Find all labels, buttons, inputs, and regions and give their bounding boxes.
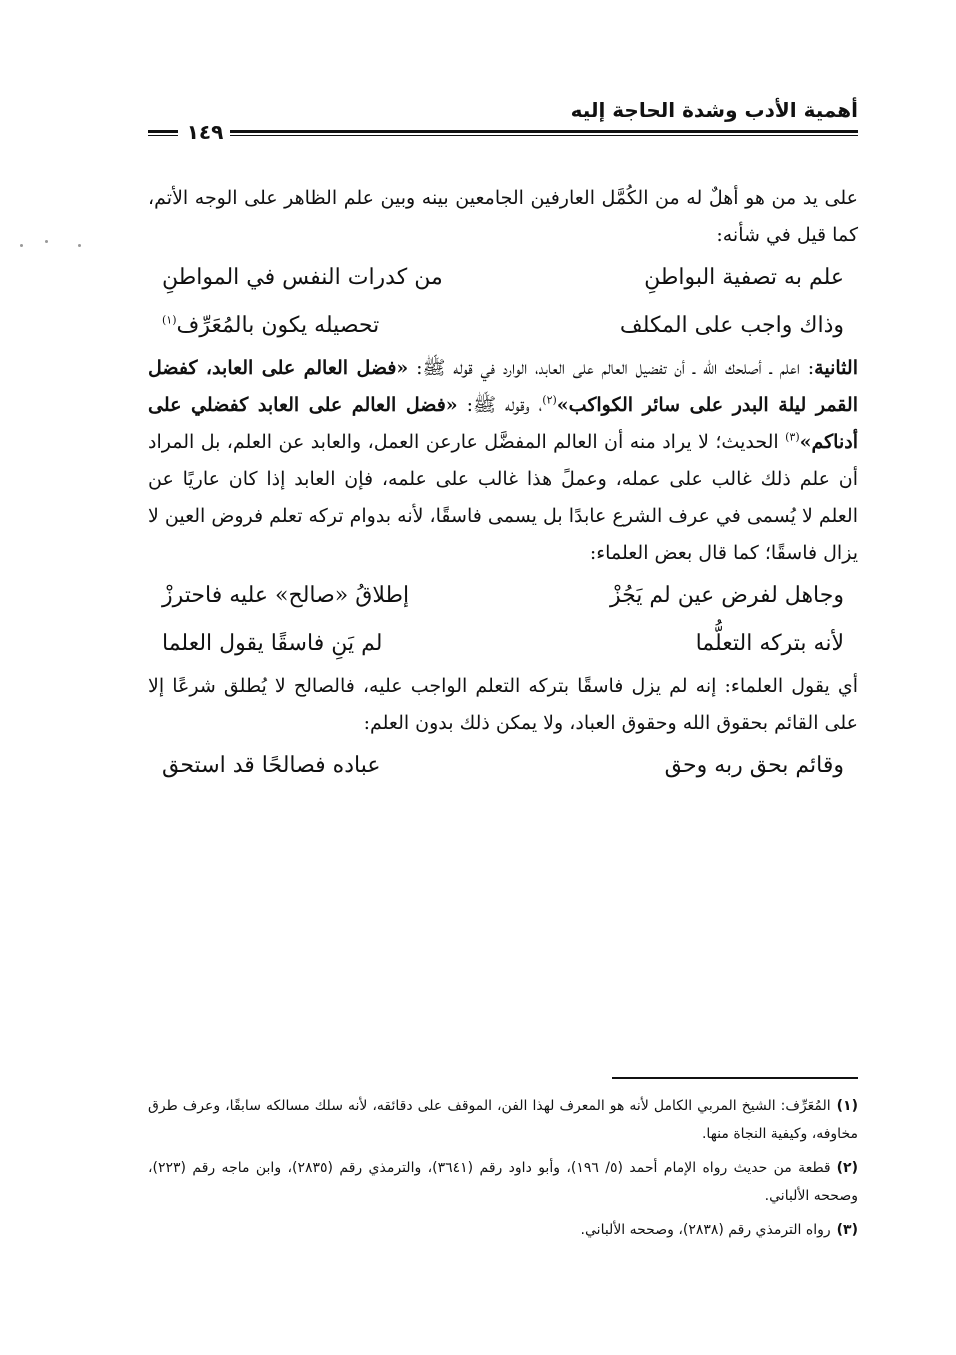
running-header-title: أهمية الأدب وشدة الحاجة إليه [570, 98, 858, 122]
verse-line [148, 254, 858, 302]
footnote-text: رواه الترمذي رقم (٢٨٣٨)، وصححه الألباني. [580, 1222, 831, 1238]
footnote-1 [148, 1092, 858, 1148]
verse-hemistich: لم يَنِ فاسقًا يقول العلما [162, 631, 383, 656]
running-header [148, 92, 858, 146]
footnote-number: (٣) [836, 1222, 858, 1238]
footnotes [148, 1092, 858, 1250]
hadith-quote: «فضل العالم على العابد، كفضل القمر ليلة البدر على سائر الكواكب» [148, 357, 858, 416]
verse-hemistich: من كدرات النفس في المواطنِ [162, 265, 443, 290]
header-rule [148, 120, 858, 144]
main-text [148, 180, 858, 790]
verse-hemistich: وقائم بحق ربه وحق [664, 753, 844, 778]
verse-line [148, 302, 858, 350]
verse-line [148, 572, 858, 620]
paragraph-2 [148, 350, 858, 572]
footnote-ref[interactable]: (٢) [542, 393, 557, 407]
verse-hemistich: إطلاقُ «صالح» عليه فاحترزْ [162, 583, 410, 608]
scan-speck [45, 240, 48, 243]
verse-line [148, 620, 858, 668]
header-rule-stub [148, 130, 178, 133]
footnote-ref[interactable]: (١) [162, 313, 177, 327]
verse-hemistich: وذاك واجب على المكلف [619, 313, 844, 338]
verse-hemistich: علم به تصفية البواطنِ [644, 265, 844, 290]
paragraph-3: أي يقول العلماء: إنه لم يزل فاسقًا بتركه التعلم الواجب عليه، فالصالح لا يُطلق شرعًا إلا على القائم بحقوق الله وحقوق العباد، ولا يمكن ذلك بدون العلم: [148, 675, 858, 734]
footnote-number: (١) [836, 1098, 858, 1114]
paragraph-1: على يد من هو أهلٌ له من الكُمَّل العارفين الجامعين بينه وبين علم الظاهر على الوجه الأتم، كما قيل في شأنه: [148, 187, 858, 246]
paragraph-text: ، وقوله ﷺ: [457, 394, 543, 416]
section-label: الثانية [814, 357, 858, 379]
footnote-text: قطعة من حديث رواه الإمام أحمد (٥/ ١٩٦)، وأبو داود رقم (٣٦٤١)، والترمذي رقم (٢٨٣٥)، وابن ماجه رقم (٢٢٣)، وصححه الألباني. [148, 1160, 858, 1204]
header-rule-line-thin [230, 135, 858, 136]
verse-hemistich: عباده فصالحًا قد استحق [162, 753, 381, 778]
scan-speck [78, 244, 81, 247]
page-number: ١٤٩ [184, 121, 226, 143]
verse-hemistich: لأنه بتركه التعلُّما [695, 631, 844, 656]
header-rule-line [230, 130, 858, 133]
paragraph-text: : اعلم ـ أصلحك الله ـ أن تفضيل العالم على العابد، الوارد في قوله ﷺ: [408, 357, 815, 379]
footnote-3 [148, 1216, 858, 1244]
hadith-quote: «فضل العالم على العابد كفضلي على أدناكم» [148, 394, 858, 453]
verse-hemistich-with-note [162, 302, 379, 350]
footnote-number: (٢) [836, 1160, 858, 1176]
paragraph-text: الحديث؛ لا يراد منه أن العالم المفضَّل عارعن العمل، والعابد عن العلم، بل المراد أن علم ذلك غالب على عمله، وعملً هذا غالب على علمه، فإن العابد إذا كان عاريًا عن العلم لا يُسمى في عرف الشرع عابدًا بل يسمى فاسقًا، لأنه بدوام تركه تعلم فروض العين لا يزال فاسقًا؛ كما قال بعض العلماء: [148, 431, 858, 564]
header-rule-stub-thin [148, 135, 178, 136]
verse-hemistich: وجاهل لفرض عين لم يَجُزْ [609, 583, 844, 608]
verse-hemistich-text: تحصيله يكون بالمُعَرِّف [176, 313, 380, 338]
footnote-text: المُعَرِّف: الشيخ المربي الكامل لأنه هو المعرف لهذا الفن، الموقف على دقائقه، لأنه سلك مسالكه سابقًا، وعرف طرق مخاوفه، وكيفية النجاة منها. [148, 1098, 858, 1142]
footnote-separator [612, 1077, 858, 1079]
scan-speck [20, 244, 23, 247]
footnote-2 [148, 1154, 858, 1210]
footnote-ref[interactable]: (٣) [785, 430, 800, 444]
verse-line [148, 742, 858, 790]
